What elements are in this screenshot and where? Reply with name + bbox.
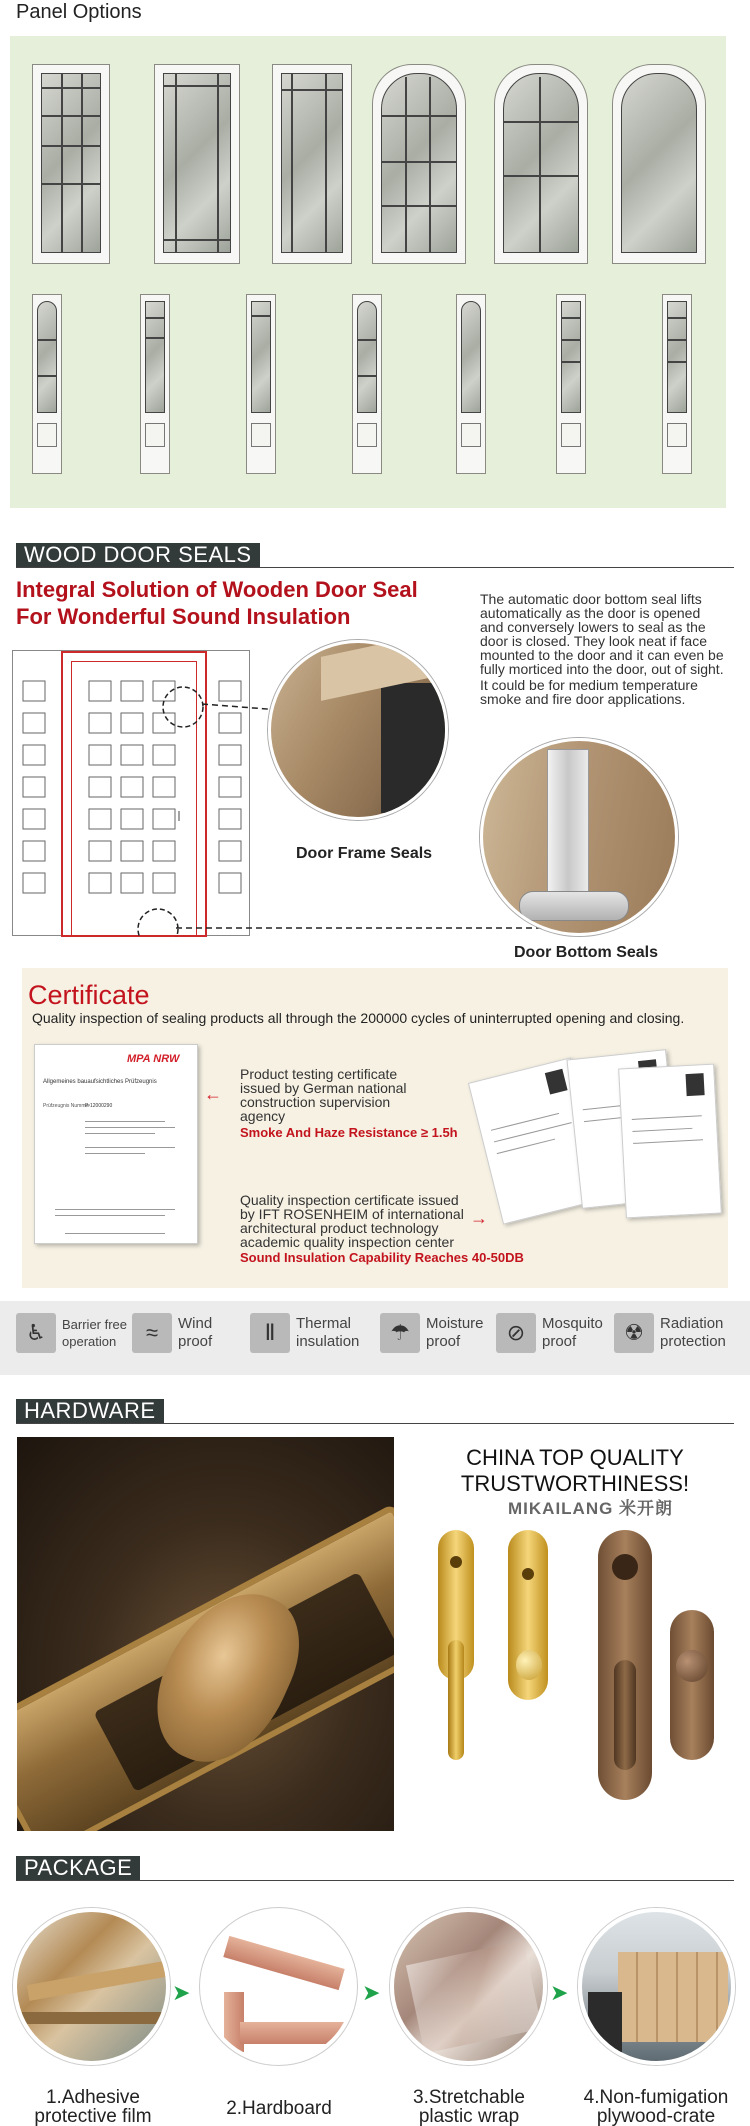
certificate-item-1-highlight: Smoke And Haze Resistance ≥ 1.5h <box>240 1125 458 1140</box>
sidelight-option[interactable] <box>32 294 62 474</box>
feature-line1: Barrier free <box>62 1317 128 1332</box>
door-option[interactable] <box>612 64 706 264</box>
feature-line1: Wind <box>178 1315 213 1332</box>
package-step-line1: 3.Stretchable <box>413 2087 525 2108</box>
feature-line2: proof <box>542 1333 577 1350</box>
panel-options-title: Panel Options <box>16 1 142 23</box>
hardware-brand: MIKAILANG 米开朗 <box>508 1499 674 1518</box>
wind-icon: ≈ <box>132 1313 172 1353</box>
hardware-section-header: HARDWARE <box>16 1399 164 1423</box>
sidelight-option[interactable] <box>246 294 276 474</box>
section-divider <box>16 567 734 568</box>
package-step-image <box>200 1908 357 2065</box>
package-step-label <box>386 2088 552 2126</box>
doc-heading: Allgemeines bauaufsichtliches Prüfzeugnis <box>43 1079 157 1085</box>
package-step-image <box>578 1908 735 2065</box>
package-step-label <box>196 2099 362 2118</box>
feature-line2: insulation <box>296 1333 360 1350</box>
frame-seal-image <box>268 640 448 820</box>
brass-handleset-image <box>430 1530 560 1830</box>
doc-number-label: Prüfzeugnis Nummer <box>43 1103 90 1109</box>
certificate-item-1 <box>240 1066 458 1140</box>
bronze-handleset-image <box>598 1530 728 1820</box>
feature-line1: Radiation <box>660 1315 724 1332</box>
thermometer-icon: Ⅱ <box>250 1313 290 1353</box>
sidelight-option[interactable] <box>456 294 486 474</box>
arrow-left-icon: ← <box>204 1084 222 1104</box>
door-option[interactable] <box>372 64 466 264</box>
certificate-subtitle: Quality inspection of sealing products all through the 200000 cycles of uninterrupted opening and closing. <box>32 1010 685 1026</box>
package-step-label <box>566 2088 746 2126</box>
frame-seals-label: Door Frame Seals <box>296 845 433 862</box>
certificate-document[interactable] <box>34 1044 198 1244</box>
feature-line2: protection <box>660 1333 726 1350</box>
feature-line2: proof <box>426 1333 461 1350</box>
feature-line2: operation <box>62 1334 117 1349</box>
door-option[interactable] <box>154 64 240 264</box>
feature-item <box>614 1313 726 1353</box>
features-strip <box>0 1301 750 1375</box>
package-step-line1: 2.Hardboard <box>226 2098 332 2119</box>
door-option[interactable] <box>32 64 110 264</box>
certificate-item-1-text: Product testing certificate issued by German national construction supervision agency <box>240 1066 407 1124</box>
seals-title-line1: Integral Solution of Wooden Door Seal <box>16 577 418 602</box>
ift-certificate-doc[interactable] <box>618 1064 722 1219</box>
package-step-line1: 1.Adhesive <box>45 2087 140 2108</box>
feature-line1: Thermal <box>296 1315 352 1332</box>
package-step-line1: 4.Non-fumigation <box>583 2087 729 2108</box>
arrow-right-icon: → <box>470 1208 488 1228</box>
mosquito-icon: ⊘ <box>496 1313 536 1353</box>
bottom-seals-label: Door Bottom Seals <box>514 944 659 961</box>
hardware-headline-line1: CHINA TOP QUALITY <box>466 1445 684 1470</box>
section-divider <box>16 1880 734 1881</box>
package-step-line2: plastic wrap <box>418 2106 520 2126</box>
certificate-title: Certificate <box>28 980 150 1010</box>
wheelchair-icon: ♿ <box>16 1313 56 1353</box>
sidelight-option[interactable] <box>140 294 170 474</box>
bottom-seal-image <box>480 738 678 936</box>
package-step-line2: protective film <box>34 2106 152 2126</box>
feature-line1: Mosquito <box>542 1315 603 1332</box>
certificate-item-2-text: Quality inspection certificate issued by IFT ROSENHEIM of international architectural product technology academic quality inspection center <box>240 1192 464 1250</box>
section-divider <box>16 1423 734 1424</box>
feature-item <box>250 1313 359 1353</box>
arrow-right-icon: ➤ <box>172 1980 191 2005</box>
sidelight-option[interactable] <box>556 294 586 474</box>
arrow-right-icon: ➤ <box>362 1980 381 2005</box>
hardware-headline <box>440 1445 710 1497</box>
arrow-right-icon: ➤ <box>550 1980 569 2005</box>
seals-section-header: WOOD DOOR SEALS <box>16 543 260 567</box>
doc-number: P-12000290 <box>85 1103 113 1109</box>
seals-desc-p2: It could be for medium temperature smoke and fire door applications. <box>480 677 698 707</box>
hardware-headline-line2: TRUSTWORTHINESS! <box>460 1471 690 1496</box>
moisture-icon: ☂ <box>380 1313 420 1353</box>
seals-title-line2: For Wonderful Sound Insulation <box>16 604 351 629</box>
sidelight-option[interactable] <box>352 294 382 474</box>
package-step-line2: plywood-crate <box>596 2106 716 2126</box>
feature-item <box>132 1313 212 1353</box>
feature-item <box>496 1313 603 1353</box>
package-step-image <box>390 1908 547 2065</box>
panel-options-grid <box>10 36 726 508</box>
doc-logo: MPA NRW <box>127 1053 180 1065</box>
feature-line2: proof <box>178 1333 213 1350</box>
package-step-image <box>13 1908 170 2065</box>
seals-desc-p1: The automatic door bottom seal lifts automatically as the door is opened and conversely lowers to seal as the door is closed. They look neat if face mounted to the door and it can even be fully morticed into the door, out of sight. <box>480 591 724 677</box>
feature-item <box>380 1313 484 1353</box>
certificate-item-2 <box>240 1192 524 1265</box>
door-option[interactable] <box>272 64 352 264</box>
handle-photo <box>17 1437 394 1831</box>
seals-title <box>16 576 418 630</box>
certificate-section <box>22 968 728 1288</box>
feature-item <box>16 1313 127 1353</box>
certificate-item-2-highlight: Sound Insulation Capability Reaches 40-50DB <box>240 1250 524 1265</box>
sidelight-option[interactable] <box>662 294 692 474</box>
package-section-header: PACKAGE <box>16 1856 140 1880</box>
feature-line1: Moisture <box>426 1315 484 1332</box>
radiation-icon: ☢ <box>614 1313 654 1353</box>
package-step-label <box>10 2088 176 2126</box>
door-option[interactable] <box>494 64 588 264</box>
